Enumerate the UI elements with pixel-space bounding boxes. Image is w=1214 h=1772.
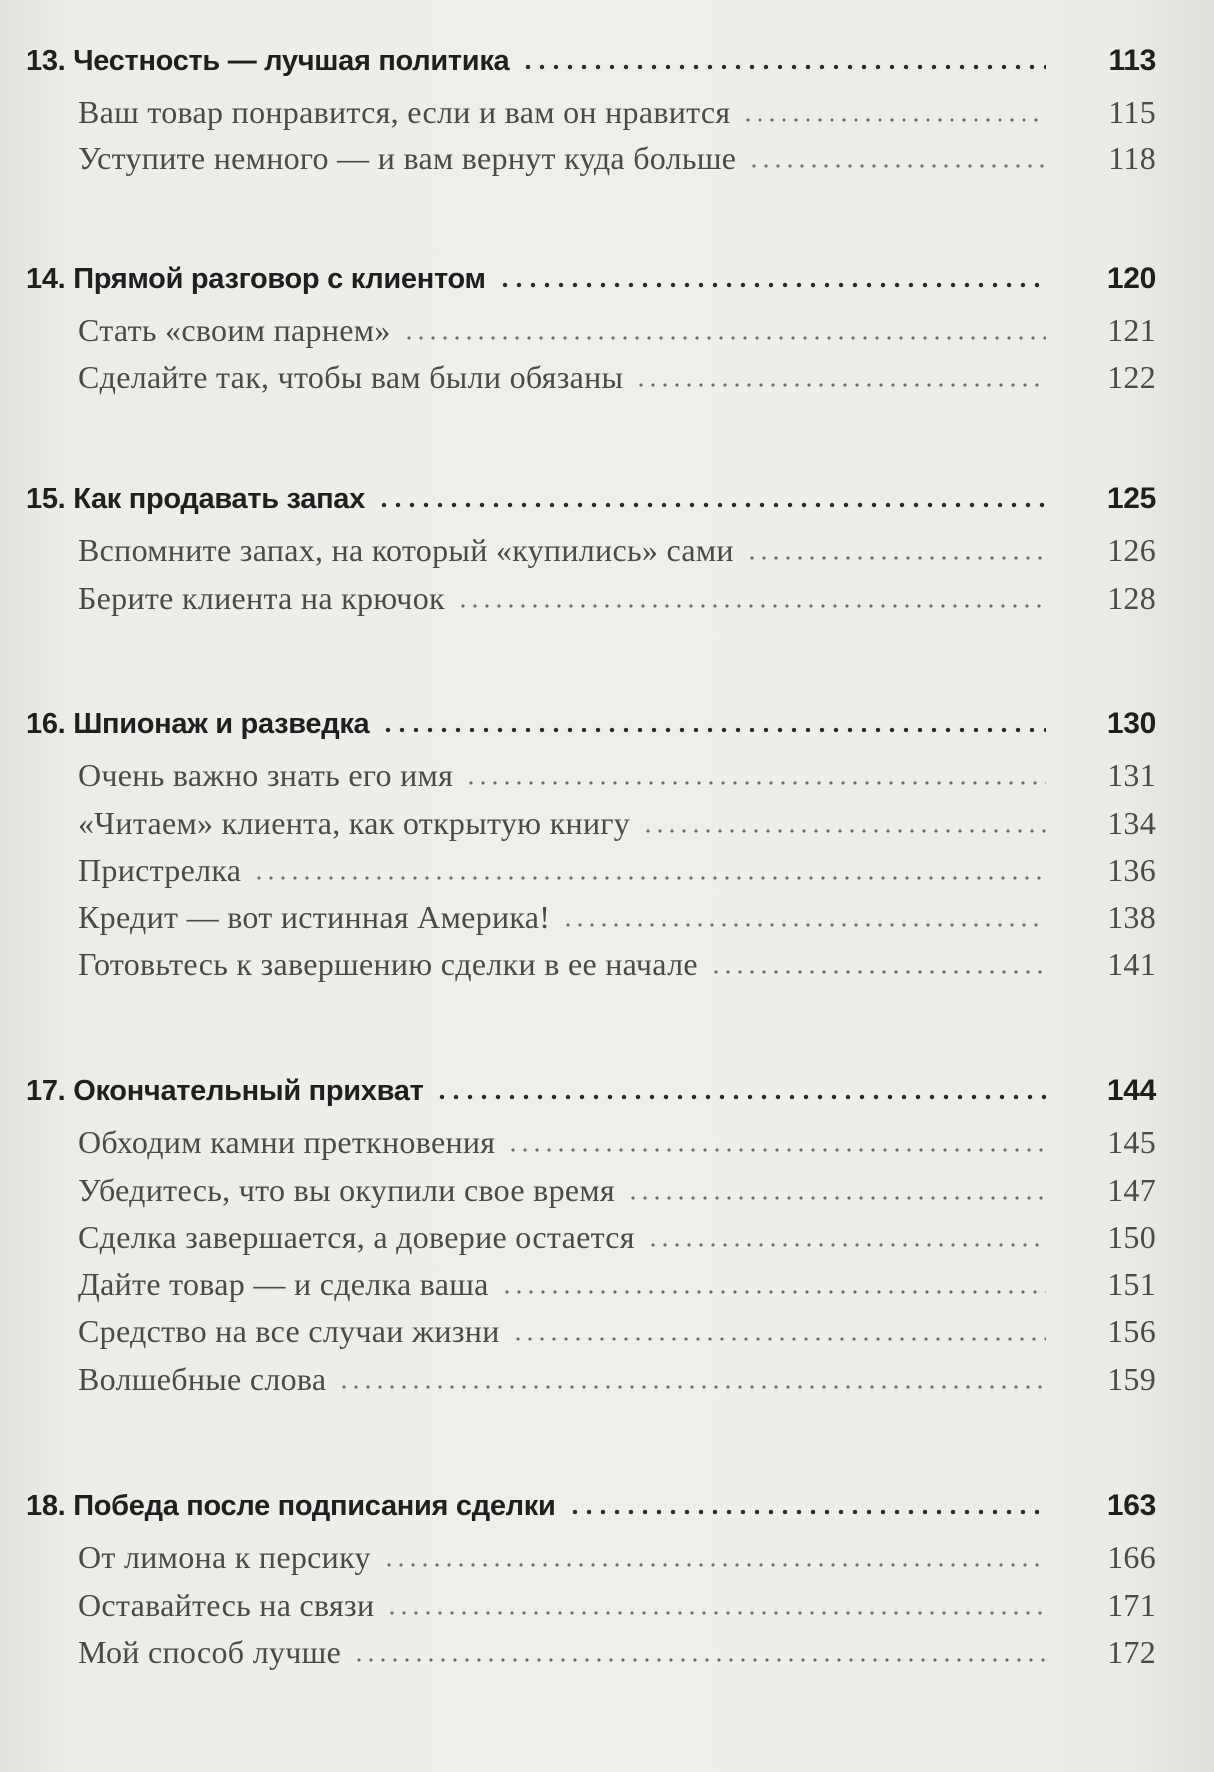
chapter-title: Окончательный прихват	[73, 1075, 424, 1107]
toc-chapter-18[interactable]	[26, 1489, 1156, 1523]
entry-page-number: 134	[1107, 805, 1156, 841]
entry-title: Уступите немного — и вам вернут куда больше	[78, 140, 737, 176]
toc-entry[interactable]	[78, 1266, 1156, 1303]
entry-page-number: 138	[1107, 899, 1156, 935]
toc-entry[interactable]	[78, 312, 1156, 349]
entry-title: Волшебные слова	[78, 1361, 327, 1397]
toc-entry[interactable]	[78, 532, 1156, 569]
dot-leader	[253, 875, 1046, 881]
toc-entry[interactable]	[78, 580, 1156, 617]
chapter-page-number: 120	[1106, 262, 1156, 295]
chapter-number: 16.	[26, 708, 66, 740]
toc-entry[interactable]	[78, 1634, 1156, 1671]
entry-page-number: 159	[1107, 1361, 1156, 1397]
entry-page-number: 147	[1107, 1172, 1156, 1208]
dot-leader	[568, 1509, 1046, 1515]
chapter-title: Шпионаж и разведка	[73, 708, 370, 740]
entry-page-number: 156	[1107, 1313, 1156, 1349]
dot-leader	[435, 1094, 1046, 1100]
dot-leader	[521, 64, 1046, 70]
toc-entry[interactable]	[78, 1124, 1156, 1161]
chapter-number: 14.	[26, 263, 66, 295]
toc-entry[interactable]	[78, 1313, 1156, 1350]
dot-leader	[710, 969, 1046, 975]
entry-page-number: 128	[1107, 580, 1156, 616]
toc-entry[interactable]	[78, 1539, 1156, 1576]
entry-title: Сделайте так, чтобы вам были обязаны	[78, 359, 624, 395]
entry-title: Очень важно знать его имя	[78, 757, 454, 793]
toc-chapter-14[interactable]	[26, 262, 1156, 296]
entry-title: Мой способ лучше	[78, 1634, 342, 1670]
entry-page-number: 150	[1107, 1219, 1156, 1255]
toc-entry[interactable]	[78, 1587, 1156, 1624]
chapter-number: 13.	[26, 45, 66, 77]
chapter-title: Как продавать запах	[73, 483, 365, 515]
toc-chapter-17[interactable]	[26, 1074, 1156, 1108]
chapter-page-number: 130	[1106, 707, 1156, 740]
toc-entry[interactable]	[78, 359, 1156, 396]
toc-entry[interactable]	[78, 140, 1156, 177]
entry-title: Ваш товар понравится, если и вам он нравится	[78, 94, 731, 130]
dot-leader	[381, 727, 1046, 733]
dot-leader	[748, 163, 1046, 169]
dot-leader	[465, 780, 1046, 786]
toc-entry[interactable]	[78, 1172, 1156, 1209]
entry-page-number: 115	[1108, 94, 1156, 130]
dot-leader	[501, 1289, 1046, 1295]
toc-chapter-13[interactable]	[26, 44, 1156, 78]
toc-entry[interactable]	[78, 852, 1156, 889]
dot-leader	[507, 1147, 1046, 1153]
chapter-page-number: 113	[1108, 44, 1156, 77]
chapter-number: 18.	[26, 1490, 66, 1522]
entry-title: От лимона к персику	[78, 1539, 371, 1575]
entry-title: Средство на все случаи жизни	[78, 1313, 500, 1349]
dot-leader	[403, 335, 1046, 341]
dot-leader	[642, 828, 1046, 834]
toc-entry[interactable]	[78, 94, 1156, 131]
toc-entry[interactable]	[78, 757, 1156, 794]
entry-page-number: 166	[1107, 1539, 1156, 1575]
toc-entry[interactable]	[78, 946, 1156, 983]
chapter-page-number: 163	[1106, 1489, 1156, 1522]
toc-entry[interactable]	[78, 1219, 1156, 1256]
dot-leader	[635, 382, 1046, 388]
toc-entry[interactable]	[78, 899, 1156, 936]
entry-page-number: 151	[1107, 1266, 1156, 1302]
dot-leader	[457, 603, 1046, 609]
entry-title: Оставайтесь на связи	[78, 1587, 375, 1623]
entry-title: Готовьтесь к завершению сделки в ее начале	[78, 946, 698, 982]
dot-leader	[377, 502, 1046, 508]
toc-chapter-16[interactable]	[26, 707, 1156, 741]
entry-page-number: 141	[1107, 946, 1156, 982]
entry-title: Дайте товар — и сделка ваша	[78, 1266, 489, 1302]
chapter-page-number: 144	[1106, 1074, 1156, 1107]
chapter-number: 17.	[26, 1075, 66, 1107]
entry-title: Сделка завершается, а доверие остается	[78, 1219, 635, 1255]
entry-title: Берите клиента на крючок	[78, 580, 445, 616]
entry-page-number: 122	[1107, 359, 1156, 395]
entry-page-number: 121	[1107, 312, 1156, 348]
entry-title: Убедитесь, что вы окупили свое время	[78, 1172, 615, 1208]
dot-leader	[498, 282, 1046, 288]
entry-page-number: 172	[1107, 1634, 1156, 1670]
entry-page-number: 171	[1107, 1587, 1156, 1623]
entry-page-number: 136	[1107, 852, 1156, 888]
chapter-page-number: 125	[1106, 482, 1156, 515]
dot-leader	[742, 117, 1046, 123]
toc-chapter-15[interactable]	[26, 482, 1156, 516]
entry-title: Вспомните запах, на который «купились» сами	[78, 532, 734, 568]
chapter-title: Честность — лучшая политика	[73, 45, 510, 77]
entry-title: «Читаем» клиента, как открытую книгу	[78, 805, 631, 841]
entry-title: Кредит — вот истинная Америка!	[78, 899, 551, 935]
dot-leader	[562, 922, 1046, 928]
entry-page-number: 126	[1107, 532, 1156, 568]
chapter-title: Прямой разговор с клиентом	[73, 263, 486, 295]
dot-leader	[647, 1242, 1046, 1248]
entry-title: Пристрелка	[78, 852, 242, 888]
dot-leader	[627, 1195, 1046, 1201]
dot-leader	[386, 1610, 1046, 1616]
toc-entry[interactable]	[78, 1361, 1156, 1398]
entry-page-number: 131	[1107, 757, 1156, 793]
dot-leader	[512, 1336, 1046, 1342]
entry-page-number: 118	[1108, 140, 1156, 176]
dot-leader	[746, 555, 1046, 561]
dot-leader	[338, 1384, 1046, 1390]
chapter-title: Победа после подписания сделки	[73, 1490, 556, 1522]
dot-leader	[383, 1562, 1046, 1568]
dot-leader	[353, 1657, 1046, 1663]
toc-entry[interactable]	[78, 805, 1156, 842]
entry-title: Стать «своим парнем»	[78, 312, 391, 348]
chapter-number: 15.	[26, 483, 66, 515]
entry-page-number: 145	[1107, 1124, 1156, 1160]
entry-title: Обходим камни преткновения	[78, 1124, 496, 1160]
